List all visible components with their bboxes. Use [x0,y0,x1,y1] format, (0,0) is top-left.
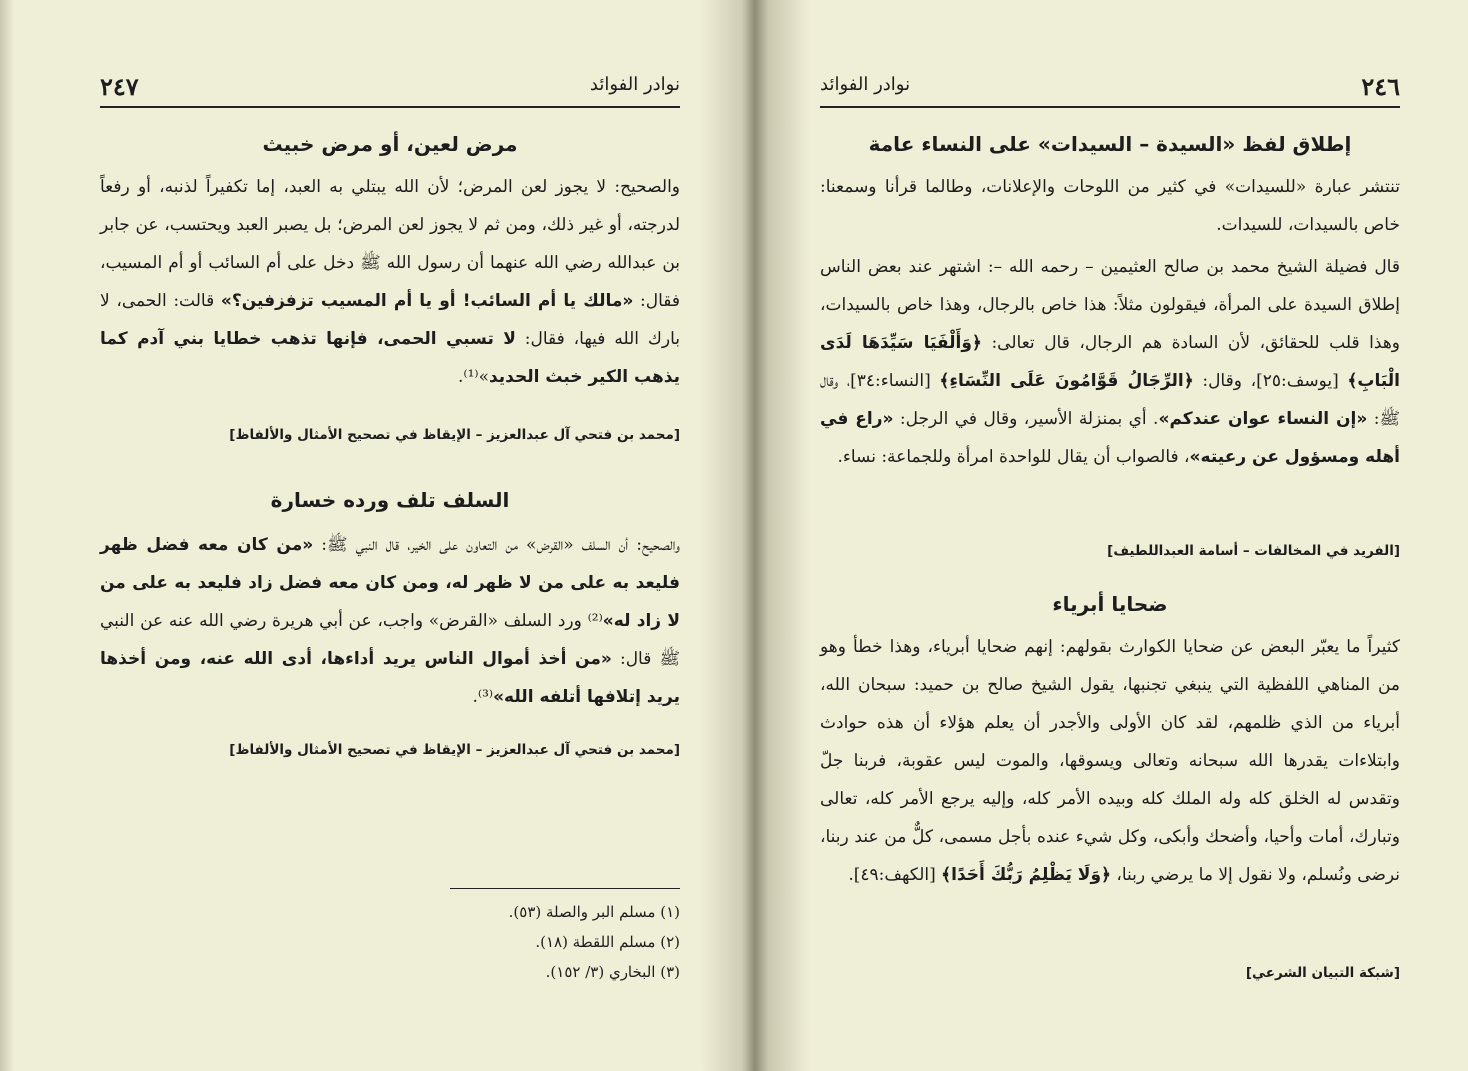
source-citation: [محمد بن فتحي آل عبدالعزيز – الإيقاظ في تصحيح الأمثال والألفاظ] [229,427,680,443]
paragraph-text: والصحيح: لا يجوز لعن المرض؛ لأن الله يبتلي به العبد، إما تكفيراً لذنبه، أو رفعاً لدرجته، أو غير ذلك، ومن ثم لا يجوز لعن المرض؛ بل يصبر العبد ويحتسب، عن جابر بن عبدالله رضي الله عنهما أن رسول الله ﷺ دخل على أم السائب أو أم المسيب، فقال: [100,177,680,311]
hadith-quote: «مالك يا أم السائب! أو يا أم المسيب تزفزفين؟» [220,291,634,311]
source-citation: [محمد بن فتحي آل عبدالعزيز – الإيقاظ في تصحيح الأمثال والألفاظ] [229,742,680,758]
paragraph-text: [الكهف:٤٩]. [848,865,942,885]
page-number: ٢٤٦ [1361,72,1400,101]
footnote-divider [450,888,680,889]
running-title: نوادر الفوائد [820,74,911,95]
hadith-quote: «من كان معه فضل ظهر فليعد به على من لا ظهر له، ومن كان معه فضل زاد فليعد به على من لا زاد له» [100,535,680,631]
paragraph-text: تنتشر عبارة «للسيدات» في كثير من اللوحات والإعلانات، وطالما قرأنا وسمعنا: خاص بالسيدات، للسيدات. [820,177,1400,235]
footnote: (٣) البخاري (٣/ ١٥٢). [545,963,680,981]
paragraph-text: والصحيح: أن السلف «القرض» من التعاون على الخير، قال النبي ﷺ: [313,535,680,555]
paragraph-text: . أي بمنزلة الأسير، وقال في الرجل: [893,409,1159,429]
article-paragraph [820,248,1400,476]
quran-quote: ﴿وَلَا يَظْلِمُ رَبُّكَ أَحَدًا﴾ [941,865,1111,885]
article-paragraph [100,526,680,716]
book-gutter [700,0,810,1071]
page-header [820,72,1400,108]
hadith-quote: «من أخذ أموال الناس يريد أداءها، أدى الله عنه، ومن أخذها يريد إتلافها أتلفه الله» [100,649,680,707]
paragraph-text: ⁽²⁾ ورد السلف «القرض» واجب، عن أبي هريرة رضي الله عنه عن النبي ﷺ قال: [100,611,680,669]
hadith-quote: «راع في أهله ومسؤول عن رعيته» [820,409,1400,467]
running-title: نوادر الفوائد [589,74,680,95]
article-paragraph [100,168,680,396]
page-header [100,72,680,108]
paragraph-text: [النساء:٣٤]، وقال ﷺ: [820,371,1400,429]
quran-quote: ﴿وَأَلْفَيَا سَيِّدَهَا لَدَى الْبَابِ﴾ [820,333,1400,391]
article-title: ضحايا أبرياء [1052,592,1168,616]
page-number: ٢٤٧ [100,72,139,101]
hadith-quote: لا تسبي الحمى، فإنها تذهب خطايا بني آدم كما يذهب الكير خبث الحديد [100,329,680,387]
source-citation: [شبكة التبيان الشرعي] [1245,965,1400,981]
right-page [820,0,1400,1071]
footnote: (٢) مسلم اللقطة (١٨). [535,933,680,951]
source-citation: [الفريد في المخالفات – أسامة العبداللطيف] [1107,543,1400,559]
quran-quote: ﴿الرِّجَالُ قَوَّامُونَ عَلَى النِّسَاءِ﴾ [939,371,1194,391]
paragraph-text: ، فالصواب أن يقال للواحدة امرأة وللجماعة: نساء. [837,447,1190,467]
left-page [100,0,680,1071]
article-title: إطلاق لفظ «السيدة – السيدات» على النساء عامة [868,132,1352,156]
article-title: السلف تلف ورده خسارة [270,488,510,512]
article-title: مرض لعين، أو مرض خبيث [262,132,518,156]
paragraph-text: »⁽¹⁾. [457,367,489,387]
paragraph-text: [يوسف:٢٥]، وقال: [1193,371,1348,391]
footnote: (١) مسلم البر والصلة (٥٣). [508,903,680,921]
page-edge [0,0,14,1071]
paragraph-text: كثيراً ما يعبّر البعض عن ضحايا الكوارث بقولهم: إنهم ضحايا أبرياء، وهذا خطأ وهو من المناهي اللفظية التي ينبغي تجنبها، يقول الشيخ صالح بن حميد: سبحان الله، أبرياء من الذي ظلمهم، لقد كان الأولى والأجدر أن يعلم هؤلاء أن هذه حوادث وابتلاءات يقدرها الله سبحانه وتعالى ويسوقها، والموت ليس عقوبة، فربنا جلّ وتقدس له الخلق كله وله الملك كله وبيده الأمر كله، وإليه يرجع الأمر كله، تعالى وتبارك، أمات وأحيا، وأضحك وأبكى، وكل شيء عنده بأجل مسمى، كلٌّ من عند ربنا، نرضى ونُسلم، ولا نقول إلا ما يرضي ربنا، [820,637,1400,885]
paragraph-text: قالت: الحمى، لا بارك الله فيها، فقال: [100,291,680,349]
article-paragraph [820,168,1400,244]
paragraph-text: ⁽³⁾. [472,687,494,707]
article-paragraph [820,628,1400,894]
hadith-quote: «إن النساء عوان عندكم» [1158,409,1368,429]
paragraph-text: قال فضيلة الشيخ محمد بن صالح العثيمين – رحمه الله –: اشتهر عند بعض الناس إطلاق السيدة على المرأة، فيقولون مثلاً: هذا خاص بالرجال، وهذا خاص بالسيدات، وهذا قلب للحقائق، لأن السادة هم الرجال، قال تعالى: [820,257,1400,353]
